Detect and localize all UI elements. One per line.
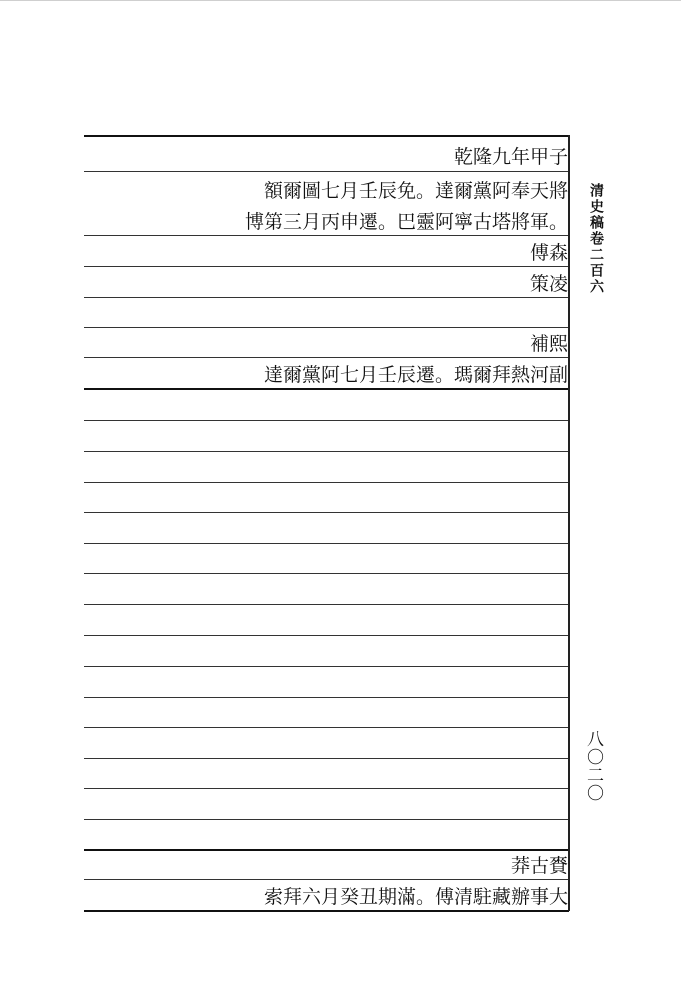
table-rule xyxy=(84,666,569,667)
table-rule xyxy=(84,327,569,328)
table-rule xyxy=(84,451,569,452)
table-row xyxy=(530,237,568,265)
table-row xyxy=(530,268,568,296)
scan-top-edge xyxy=(0,0,681,1)
table-rule xyxy=(84,788,569,789)
table-row xyxy=(245,206,568,234)
table-rule xyxy=(84,573,569,574)
table-rule xyxy=(84,420,569,421)
table-right-border xyxy=(568,135,570,911)
table-top-rule xyxy=(84,135,569,137)
row-text: 莽古賚 xyxy=(510,854,568,877)
row-text: 補熙 xyxy=(529,332,568,355)
table-rule xyxy=(84,297,569,298)
row-text: 額爾圖七月壬辰免。達爾黨阿奉天將 xyxy=(263,179,568,202)
row-text: 博第三月丙申遷。巴靈阿寧古塔將軍。 xyxy=(244,210,568,233)
table-rule xyxy=(84,635,569,636)
table-rule xyxy=(84,266,569,267)
table-row xyxy=(511,850,568,878)
row-text: 索拜六月癸丑期滿。傅清駐藏辦事大 xyxy=(263,885,568,908)
table-rule xyxy=(84,879,569,880)
table-rule xyxy=(84,171,569,172)
table-rule xyxy=(84,758,569,759)
table-rule xyxy=(84,543,569,544)
row-text: 策凌 xyxy=(529,272,568,295)
table-rule xyxy=(84,849,569,851)
table-rule xyxy=(84,512,569,513)
row-text: 乾隆九年甲子 xyxy=(453,145,568,168)
table-row xyxy=(264,881,568,909)
table-rule xyxy=(84,819,569,820)
page-number: 八〇二〇 xyxy=(583,730,603,802)
volume-title: 清史稿卷二百六 xyxy=(588,183,604,295)
table-rule xyxy=(84,604,569,605)
row-text: 傅森 xyxy=(529,241,568,264)
table-row xyxy=(530,328,568,356)
table-row xyxy=(454,141,568,169)
table-rule xyxy=(84,388,569,390)
table-row xyxy=(264,359,568,387)
row-text: 達爾黨阿七月壬辰遷。瑪爾拜熱河副 xyxy=(263,363,568,386)
table-rule xyxy=(84,727,569,728)
table-rule xyxy=(84,697,569,698)
table-rule xyxy=(84,235,569,236)
table-rule xyxy=(84,482,569,483)
table-rule xyxy=(84,357,569,358)
table-bottom-rule xyxy=(84,910,569,912)
table-row xyxy=(264,175,568,203)
